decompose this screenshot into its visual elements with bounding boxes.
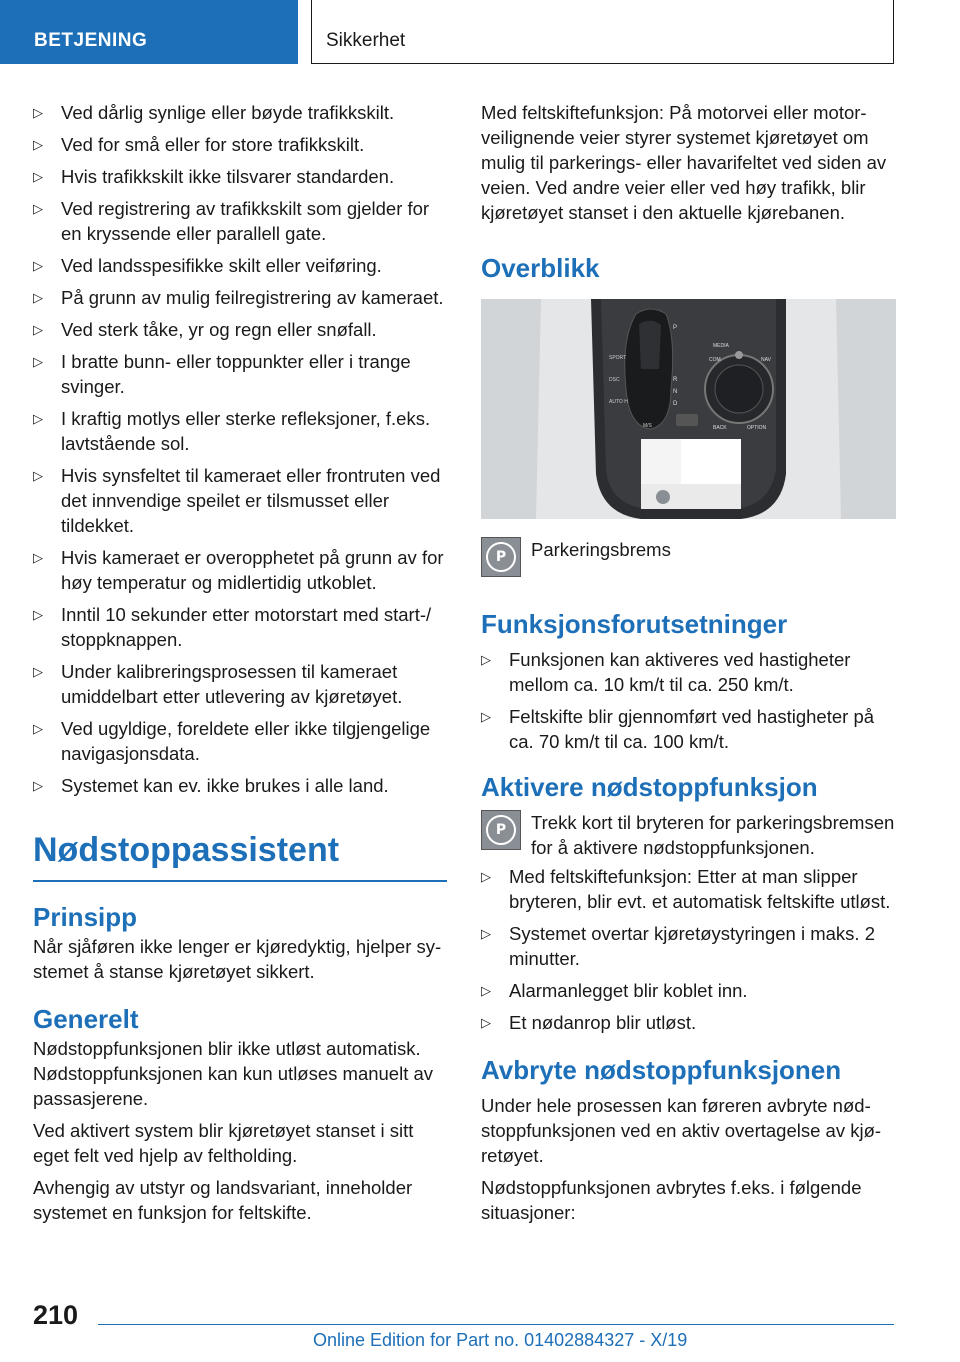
gear-d-label: D bbox=[673, 401, 678, 407]
prerequisites-heading: Funksjonsforutsetninger bbox=[481, 609, 788, 639]
activate-text: Trekk kort til bryteren for parkeringsbremsen for å aktivere nødstoppfunksjonen. bbox=[531, 812, 895, 858]
section-title: BETJENING bbox=[34, 30, 148, 51]
list-item: ▷ I kraftig motlys eller sterke refleksjoner, f.eks. lavtstående sol. bbox=[33, 406, 447, 456]
list-item: ▷ Ved registrering av trafikkskilt som gjelder for en kryssende eller parallell gate. bbox=[33, 196, 447, 246]
left-column bbox=[33, 100, 447, 1232]
edition-text: Online Edition for Part no. 01402884327 - X/19 bbox=[313, 1330, 688, 1350]
list-item: ▷ Systemet overtar kjøretøystyringen i maks. 2 minutter. bbox=[481, 921, 896, 971]
list-item: ▷ I bratte bunn- eller toppunkter eller i trange svinger. bbox=[33, 349, 447, 399]
parking-brake-row bbox=[481, 537, 896, 587]
subsection-box bbox=[311, 0, 894, 64]
parking-brake-icon: P bbox=[481, 810, 521, 850]
list-item: ▷ Systemet kan ev. ikke brukes i alle land. bbox=[33, 773, 447, 798]
chapter-title-wrap bbox=[33, 828, 447, 882]
activate-row bbox=[481, 810, 896, 860]
parking-brake-label: Parkeringsbrems bbox=[531, 539, 671, 560]
list-item: ▷ Et nødanrop blir utløst. bbox=[481, 1010, 896, 1035]
list-item: ▷ Under kalibreringsprosessen til kameraet umiddelbart etter utlevering av kjøretøyet. bbox=[33, 659, 447, 709]
list-item: ▷ Funksjonen kan aktiveres ved hastigheter mellom ca. 10 km/t til ca. 250 km/t. bbox=[481, 647, 896, 697]
lane-change-intro: Med feltskiftefunksjon: På motorvei eller motorveilignende veier styrer systemet kjøretøyet om mulig til parkerings- eller havarifeltet ved siden av veien. Ved andre veier eller ved høy trafikk, blir kjøretøyet stanset i den aktuelle kjørebanen. bbox=[481, 102, 887, 223]
general-heading: Generelt bbox=[33, 1004, 139, 1034]
list-item: ▷ Feltskifte blir gjennomført ved hastigheter på ca. 70 km/t til ca. 100 km/t. bbox=[481, 704, 896, 754]
cancel-paragraph: Under hele prosessen kan føreren avbryte nødstoppfunksjonen ved en aktiv overtagelse av kjøretøyet. bbox=[481, 1095, 882, 1166]
list-item: ▷ Hvis kameraet er overopphetet på grunn av for høy temperatur og midlertidig utkoblet. bbox=[33, 545, 447, 595]
footer-divider bbox=[98, 1324, 894, 1325]
general-paragraph: Nødstoppfunksjonen blir ikke utløst automatisk. Nødstoppfunksjonen kan kun utløses manuelt av passasjerene. bbox=[33, 1038, 434, 1109]
list-item: ▷ Inntil 10 sekunder etter motorstart med start-/ stoppknappen. bbox=[33, 602, 447, 652]
list-item: ▷ Ved for små eller for store trafikkskilt. bbox=[33, 132, 447, 157]
limitations-list bbox=[33, 100, 447, 798]
sport-label: SPORT bbox=[609, 355, 627, 361]
nav-label: NAV bbox=[761, 357, 771, 363]
cancel-heading: Avbryte nødstoppfunksjonen bbox=[481, 1055, 842, 1085]
gear-ms-label: M/S bbox=[643, 423, 652, 429]
list-item: ▷ Ved landsspesifikke skilt eller veiføring. bbox=[33, 253, 447, 278]
overview-heading: Overblikk bbox=[481, 253, 600, 283]
general-paragraph: Avhengig av utstyr og landsvariant, inneholder systemet en funksjon for feltskifte. bbox=[33, 1177, 413, 1223]
subsection-title: Sikkerhet bbox=[326, 30, 406, 51]
list-item: ▷ Alarmanlegget blir koblet inn. bbox=[481, 978, 896, 1003]
option-label: OPTION bbox=[747, 425, 767, 431]
general-paragraph: Ved aktivert system blir kjøretøyet stanset i sitt eget felt ved hjelp av feltholding. bbox=[33, 1120, 414, 1166]
cancel-paragraph: Nødstoppfunksjonen avbrytes f.eks. i følgende situasjoner: bbox=[481, 1177, 862, 1223]
parking-brake-icon: P bbox=[481, 537, 521, 577]
activate-list bbox=[481, 864, 896, 1035]
principle-text: Når sjåføren ikke lenger er kjøredyktig, hjelper systemet å stanse kjøretøyet sikkert. bbox=[33, 936, 442, 982]
gear-n-label: N bbox=[673, 389, 678, 395]
right-column bbox=[481, 100, 896, 1232]
page-number: 210 bbox=[33, 1300, 79, 1330]
gear-r-label: R bbox=[673, 377, 678, 383]
activate-heading: Aktivere nødstoppfunksjon bbox=[481, 772, 818, 802]
chapter-title: Nødstoppassistent bbox=[33, 831, 340, 869]
list-item: ▷ Ved sterk tåke, yr og regn eller snøfall. bbox=[33, 317, 447, 342]
principle-heading: Prinsipp bbox=[33, 902, 138, 932]
list-item: ▷ Ved ugyldige, foreldete eller ikke tilgjengelige navigasjonsdata. bbox=[33, 716, 447, 766]
com-label: COM bbox=[709, 357, 721, 363]
section-tab bbox=[0, 0, 298, 64]
prerequisites-list bbox=[481, 647, 896, 754]
media-label: MEDIA bbox=[713, 343, 729, 349]
list-item: ▷ Med feltskiftefunksjon: Etter at man slipper bryteren, blir evt. et automatisk feltskifte utløst. bbox=[481, 864, 896, 914]
list-item: ▷ Hvis synsfeltet til kameraet eller frontruten ved det innvendige speilet er tilsmusset eller tildekket. bbox=[33, 463, 447, 538]
list-item: ▷ Hvis trafikkskilt ikke tilsvarer standarden. bbox=[33, 164, 447, 189]
auto-hold-label: AUTO H bbox=[609, 399, 628, 405]
dsc-label: DSC bbox=[609, 377, 620, 383]
gear-p-label: P bbox=[673, 325, 678, 331]
list-item: ▷ Ved dårlig synlige eller bøyde trafikkskilt. bbox=[33, 100, 447, 125]
back-label: BACK bbox=[713, 425, 727, 431]
center-console-illustration bbox=[481, 299, 896, 519]
center-console-photo bbox=[481, 299, 896, 519]
list-item: ▷ På grunn av mulig feilregistrering av kameraet. bbox=[33, 285, 447, 310]
